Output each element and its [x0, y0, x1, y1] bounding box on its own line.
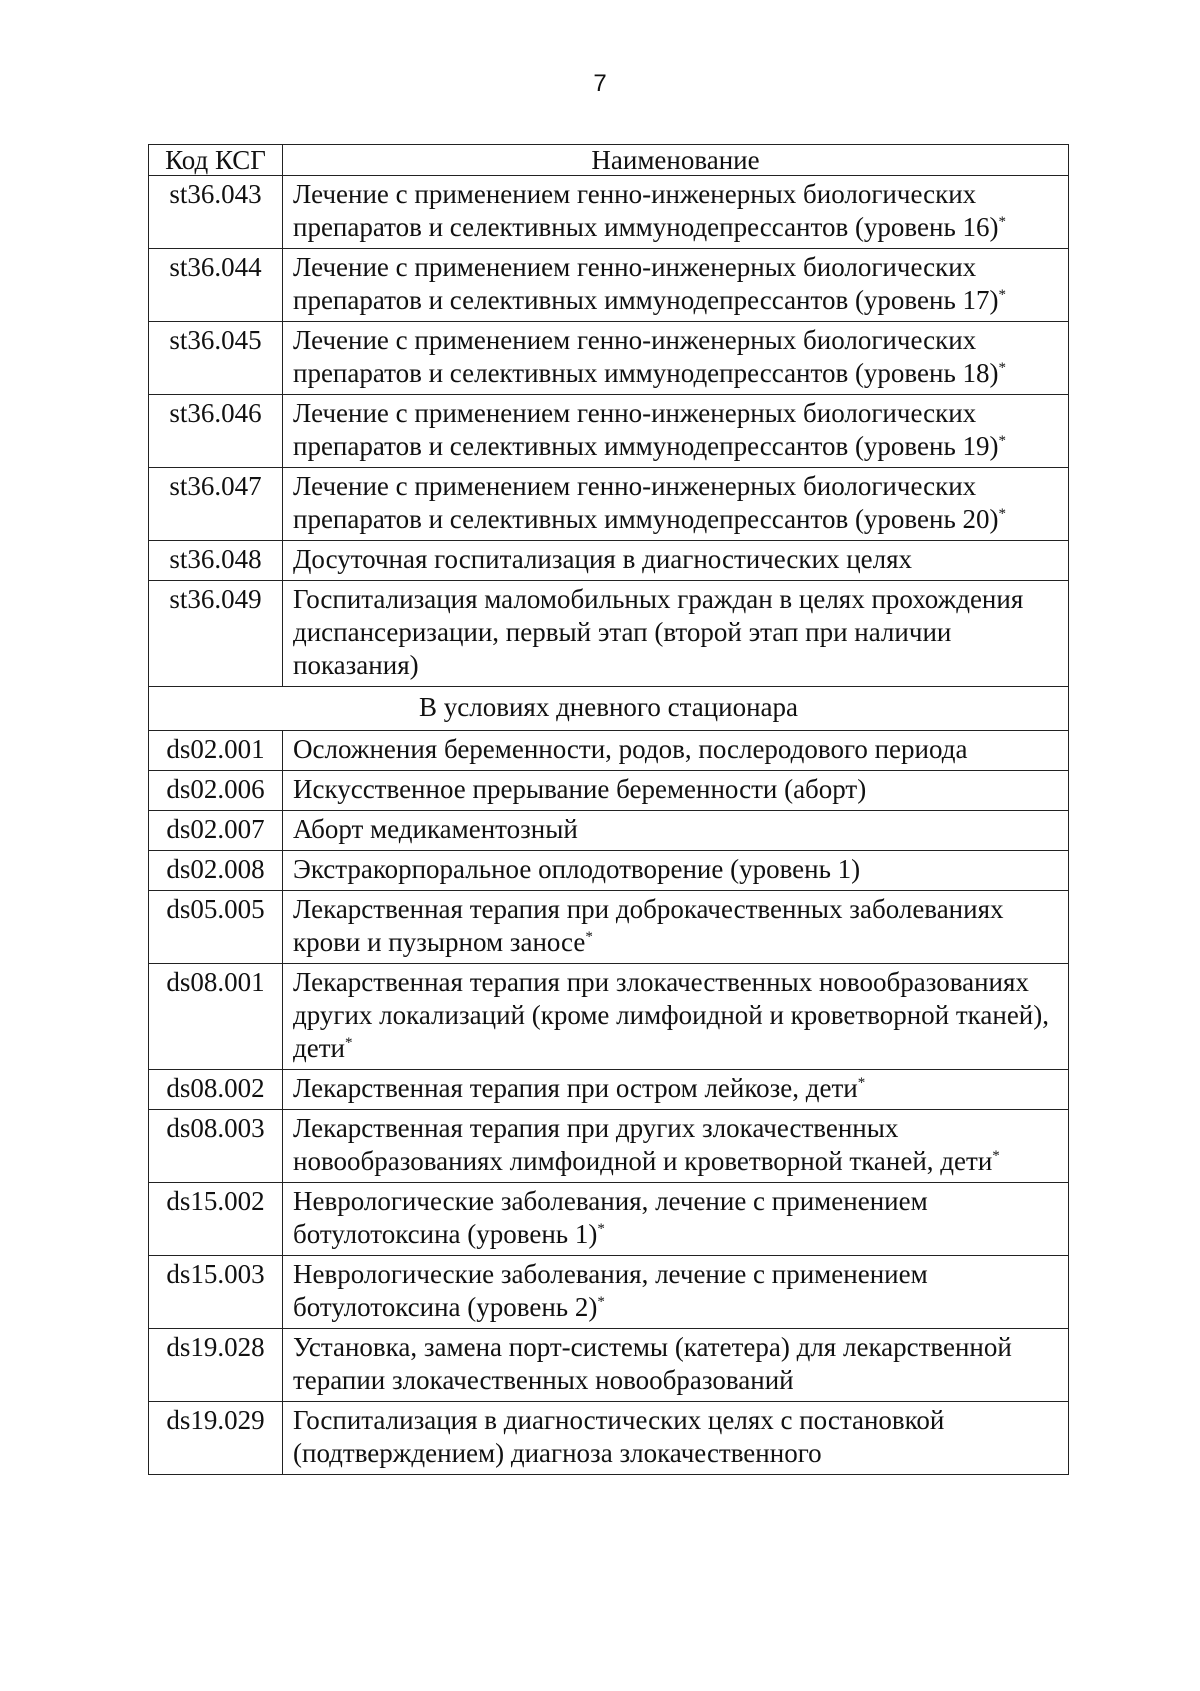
ksg-name-text: Лекарственная терапия при злокачественных новообразованиях других локализаций (кроме лимфоидной и кроветворной тканей), дети: [293, 967, 1049, 1063]
ksg-name-cell: [283, 468, 1069, 541]
ksg-code-cell: st36.046: [149, 395, 283, 468]
ksg-code-cell: ds05.005: [149, 891, 283, 964]
table-row: [149, 1183, 1069, 1256]
ksg-name-cell: [283, 1183, 1069, 1256]
footnote-asterisk: *: [992, 1148, 1000, 1164]
ksg-name-cell: [283, 851, 1069, 891]
ksg-name-text: Экстракорпоральное оплодотворение (уровень 1): [293, 854, 861, 884]
table-header-row: [149, 145, 1069, 176]
ksg-name-cell: [283, 1110, 1069, 1183]
ksg-code-cell: ds02.007: [149, 811, 283, 851]
table-row: [149, 771, 1069, 811]
footnote-asterisk: *: [857, 1075, 866, 1091]
ksg-name-cell: [283, 1402, 1069, 1475]
ksg-name-cell: [283, 176, 1069, 249]
column-header-name: Наименование: [283, 145, 1069, 176]
ksg-name-cell: [283, 541, 1069, 581]
table-row: [149, 1256, 1069, 1329]
ksg-code-cell: ds19.029: [149, 1402, 283, 1475]
table-body: [149, 176, 1069, 1475]
table-row: [149, 851, 1069, 891]
ksg-code-cell: st36.043: [149, 176, 283, 249]
ksg-code-cell: ds02.008: [149, 851, 283, 891]
ksg-name-text: Лекарственная терапия при других злокачественных новообразованиях лимфоидной и кроветворной тканей, дети: [293, 1113, 993, 1176]
page-number: 7: [593, 70, 607, 97]
column-header-code: Код КСГ: [149, 145, 283, 176]
ksg-code-cell: ds15.002: [149, 1183, 283, 1256]
ksg-name-cell: [283, 395, 1069, 468]
table-row: [149, 1402, 1069, 1475]
ksg-name-cell: [283, 964, 1069, 1070]
footnote-asterisk: *: [344, 1035, 353, 1051]
ksg-name-text: Лечение с применением генно-инженерных биологических препаратов и селективных иммунодепрессантов (уровень 16): [293, 179, 999, 242]
table-row: [149, 1070, 1069, 1110]
table-row: [149, 891, 1069, 964]
ksg-name-cell: [283, 1256, 1069, 1329]
ksg-name-text: Аборт медикаментозный: [293, 814, 578, 844]
ksg-name-cell: [283, 771, 1069, 811]
footnote-asterisk: *: [998, 433, 1007, 449]
table-row: [149, 176, 1069, 249]
ksg-name-text: Неврологические заболевания, лечение с применением ботулотоксина (уровень 1): [293, 1186, 928, 1249]
ksg-name-text: Лекарственная терапия при остром лейкозе, дети: [293, 1073, 858, 1103]
ksg-code-cell: st36.049: [149, 581, 283, 687]
ksg-name-text: Лекарственная терапия при доброкачественных заболеваниях крови и пузырном заносе: [293, 894, 1004, 957]
table-row: [149, 811, 1069, 851]
ksg-code-cell: ds08.003: [149, 1110, 283, 1183]
footnote-asterisk: *: [998, 287, 1007, 303]
ksg-name-cell: [283, 1070, 1069, 1110]
footnote-asterisk: *: [998, 214, 1007, 230]
ksg-name-cell: [283, 811, 1069, 851]
ksg-code-cell: ds15.003: [149, 1256, 283, 1329]
ksg-code-cell: ds02.001: [149, 731, 283, 771]
ksg-code-cell: st36.048: [149, 541, 283, 581]
footnote-asterisk: *: [998, 360, 1007, 376]
ksg-name-text: Лечение с применением генно-инженерных биологических препаратов и селективных иммунодепрессантов (уровень 18): [293, 325, 999, 388]
ksg-name-cell: [283, 731, 1069, 771]
section-row: [149, 687, 1069, 731]
ksg-code-cell: ds08.002: [149, 1070, 283, 1110]
ksg-name-cell: [283, 1329, 1069, 1402]
table-row: [149, 468, 1069, 541]
ksg-name-text: Лечение с применением генно-инженерных биологических препаратов и селективных иммунодепрессантов (уровень 19): [293, 398, 999, 461]
table-row: [149, 731, 1069, 771]
ksg-name-cell: [283, 581, 1069, 687]
ksg-table: [148, 144, 1069, 1475]
ksg-code-cell: ds08.001: [149, 964, 283, 1070]
ksg-name-text: Госпитализация маломобильных граждан в целях прохождения диспансеризации, первый этап (второй этап при наличии показания): [293, 584, 1024, 680]
table-row: [149, 1329, 1069, 1402]
footnote-asterisk: *: [585, 929, 593, 945]
ksg-name-text: Госпитализация в диагностических целях с постановкой (подтверждением) диагноза злокачественного: [293, 1405, 945, 1468]
table-row: [149, 322, 1069, 395]
ksg-name-text: Осложнения беременности, родов, послеродового периода: [293, 734, 968, 764]
ksg-code-cell: ds19.028: [149, 1329, 283, 1402]
ksg-name-text: Лечение с применением генно-инженерных биологических препаратов и селективных иммунодепрессантов (уровень 17): [293, 252, 999, 315]
section-heading: В условиях дневного стационара: [149, 687, 1069, 731]
footnote-asterisk: *: [998, 506, 1007, 522]
ksg-name-cell: [283, 249, 1069, 322]
ksg-name-text: Лечение с применением генно-инженерных биологических препаратов и селективных иммунодепрессантов (уровень 20): [293, 471, 999, 534]
ksg-name-text: Искусственное прерывание беременности (аборт): [293, 774, 867, 804]
table-row: [149, 581, 1069, 687]
ksg-code-cell: st36.044: [149, 249, 283, 322]
table-row: [149, 1110, 1069, 1183]
table-row: [149, 249, 1069, 322]
ksg-code-cell: st36.047: [149, 468, 283, 541]
ksg-name-cell: [283, 891, 1069, 964]
ksg-name-cell: [283, 322, 1069, 395]
table-row: [149, 541, 1069, 581]
ksg-code-cell: ds02.006: [149, 771, 283, 811]
ksg-name-text: Установка, замена порт-системы (катетера) для лекарственной терапии злокачественных новообразований: [293, 1332, 1012, 1395]
footnote-asterisk: *: [597, 1221, 605, 1237]
footnote-asterisk: *: [597, 1294, 605, 1310]
ksg-name-text: Досуточная госпитализация в диагностических целях: [293, 544, 913, 574]
table-row: [149, 395, 1069, 468]
ksg-name-text: Неврологические заболевания, лечение с применением ботулотоксина (уровень 2): [293, 1259, 928, 1322]
ksg-code-cell: st36.045: [149, 322, 283, 395]
table-row: [149, 964, 1069, 1070]
